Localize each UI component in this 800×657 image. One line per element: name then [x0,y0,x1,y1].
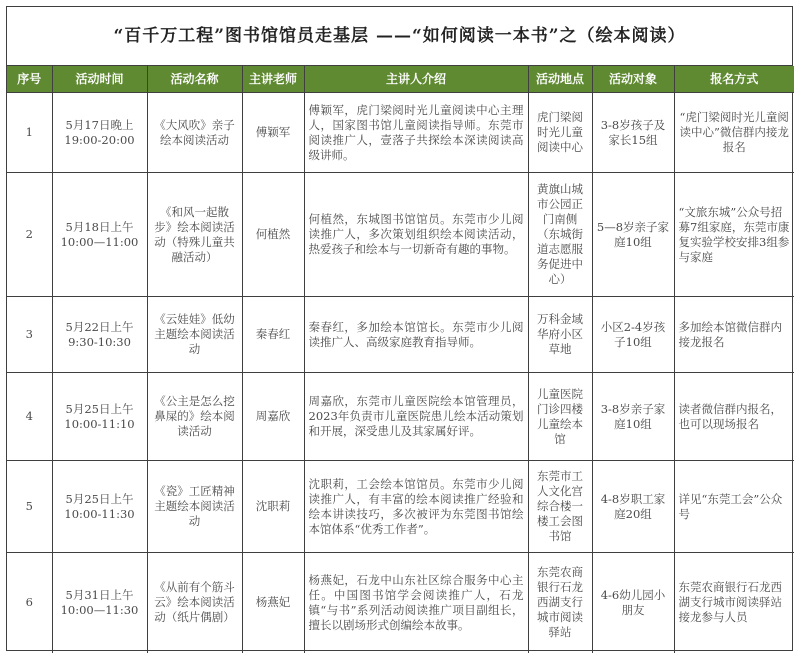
row-time: 5月22日上午9:30-10:30 [52,297,147,373]
row-activity-name: 《从前有个筋斗云》绘本阅读活动（纸片偶剧） [147,553,242,653]
row-signup: “虎门梁阅时光儿童阅读中心”微信群内接龙报名 [674,93,794,173]
row-intro: 杨燕妃，石龙中山东社区综合服务中心主任。中国图书馆学会阅读推广人，石龙镇“与书”系列活动阅读推广项目副组长，擅长以剧场形式创编绘本故事。 [304,553,528,653]
table-row [7,373,794,461]
row-no: 5 [7,461,52,553]
row-target: 5—8岁亲子家庭10组 [592,173,674,297]
row-time: 5月18日上午10:00—11:00 [52,173,147,297]
row-activity-name: 《瓷》工匠精神主题绘本阅读活动 [147,461,242,553]
header-place: 活动地点 [528,66,592,93]
row-place: 东莞农商银行石龙西湖支行城市阅读驿站 [528,553,592,653]
row-teacher: 杨燕妃 [242,553,304,653]
row-no: 3 [7,297,52,373]
row-teacher: 秦春红 [242,297,304,373]
row-place: 万科金域华府小区草地 [528,297,592,373]
header-no: 序号 [7,66,52,93]
table-row [7,93,794,173]
row-signup: 多加绘本馆微信群内接龙报名 [674,297,794,373]
row-no: 1 [7,93,52,173]
row-teacher: 傅颖军 [242,93,304,173]
row-teacher: 周嘉欣 [242,373,304,461]
table-row [7,297,794,373]
row-teacher: 何植然 [242,173,304,297]
row-intro: 何植然，东城图书馆馆员。东莞市少儿阅读推广人，多次策划组织绘本阅读活动，热爱孩子和绘本与一切新奇有趣的事物。 [304,173,528,297]
row-time: 5月25日上午10:00-11:30 [52,461,147,553]
row-intro: 秦春红，多加绘本馆馆长。东莞市少儿阅读推广人、高级家庭教育指导师。 [304,297,528,373]
row-place: 东莞市工人文化宫综合楼一楼工会图书馆 [528,461,592,553]
row-target: 3-8岁亲子家庭10组 [592,373,674,461]
header-teacher: 主讲老师 [242,66,304,93]
table-row [7,553,794,653]
row-signup: 读者微信群内报名，也可以现场报名 [674,373,794,461]
header-target: 活动对象 [592,66,674,93]
row-teacher: 沈职莉 [242,461,304,553]
row-intro: 傅颖军，虎门梁阅时光儿童阅读中心主理人，国家图书馆儿童阅读指导师。东莞市阅读推广人，壹落子共探绘本深读阅读高级讲师。 [304,93,528,173]
table-row [7,173,794,297]
row-time: 5月25日上午10:00-11:10 [52,373,147,461]
row-target: 4-6幼儿园小朋友 [592,553,674,653]
header-name: 活动名称 [147,66,242,93]
row-signup: “文旅东城”公众号招募7组家庭，东莞市康复实验学校安排3组参与家庭 [674,173,794,297]
row-no: 6 [7,553,52,653]
row-signup: 详见“东莞工会”公众号 [674,461,794,553]
row-place: 儿童医院门诊四楼儿童绘本馆 [528,373,592,461]
header-intro: 主讲人介绍 [304,66,528,93]
row-target: 4-8岁职工家庭20组 [592,461,674,553]
row-no: 2 [7,173,52,297]
row-time: 5月17日晚上19:00-20:00 [52,93,147,173]
row-time: 5月31日上午10:00—11:30 [52,553,147,653]
header-time: 活动时间 [52,66,147,93]
header-row [7,66,794,93]
row-no: 4 [7,373,52,461]
row-intro: 周嘉欣，东莞市儿童医院绘本馆管理员，2023年负责市儿童医院患儿绘本活动策划和开展，深受患儿及其家属好评。 [304,373,528,461]
row-activity-name: 《和风一起散步》绘本阅读活动（特殊儿童共融活动） [147,173,242,297]
row-activity-name: 《大风吹》亲子绘本阅读活动 [147,93,242,173]
row-activity-name: 《公主是怎么挖鼻屎的》绘本阅读活动 [147,373,242,461]
activity-schedule-sheet [6,6,793,651]
row-target: 3-8岁孩子及家长15组 [592,93,674,173]
table-row [7,461,794,553]
row-intro: 沈职莉，工会绘本馆馆员。东莞市少儿阅读推广人，有丰富的绘本阅读推广经验和绘本讲读技巧，多次被评为东莞图书馆绘本馆体系“优秀工作者”。 [304,461,528,553]
schedule-table [7,66,794,653]
row-place: 黄旗山城市公园正门南侧（东城街道志愿服务促进中心） [528,173,592,297]
sheet-title: “百千万工程”图书馆馆员走基层 ——“如何阅读一本书”之（绘本阅读） [7,7,792,66]
row-signup: 东莞农商银行石龙西湖支行城市阅读驿站接龙参与人员 [674,553,794,653]
row-place: 虎门梁阅时光儿童阅读中心 [528,93,592,173]
row-activity-name: 《云娃娃》低幼主题绘本阅读活动 [147,297,242,373]
row-target: 小区2-4岁孩子10组 [592,297,674,373]
header-signup: 报名方式 [674,66,794,93]
